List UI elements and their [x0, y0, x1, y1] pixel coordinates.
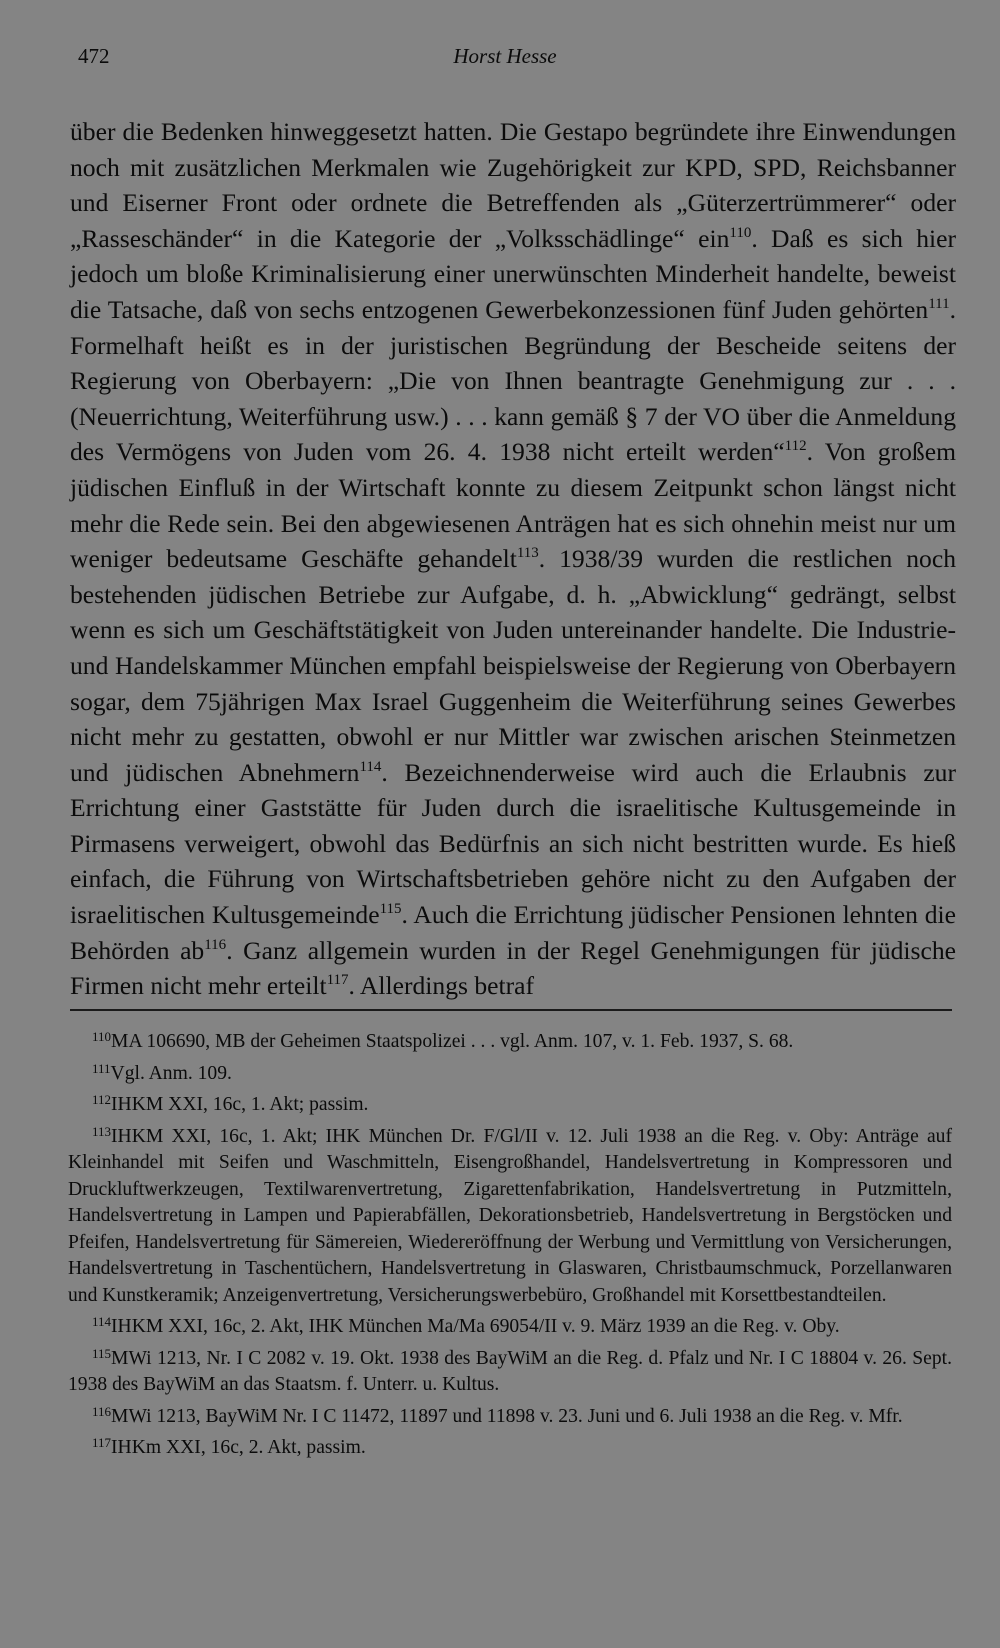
footnote-text: Vgl. Anm. 109. [110, 1062, 232, 1084]
page-header [78, 44, 952, 80]
footnote [68, 1056, 952, 1088]
footnote [68, 1087, 952, 1119]
footnote-number: 115 [92, 1345, 112, 1361]
footnote-number: 110 [92, 1029, 112, 1044]
footnote-number: 117 [92, 1435, 112, 1450]
footnote-text: IHKM XXI, 16c, 1. Akt; IHK München Dr. F/Gl/II v. 12. Juli 1938 an die Reg. v. Oby: Anträge auf Kleinhandel mit Seifen und Waschmitteln, Eisengroßhandel, Handelsvertretung in Kompressoren und Druckluftwerkzeugen, Textilwarenvertretung, Zigarettenfabrikation, Handelsvertretung in Putzmitteln, Handelsvertretung in Lampen und Papierabfällen, Dekorationsbetrieb, Handelsvertretung in Bergstöcken und Pfeifen, Handelsvertretung für Sämereien, Wiedereröffnung der Werbung und Vermittlung von Versicherungen, Handelsvertretung in Taschentüchern, Handelsvertretung in Glaswaren, Christbaumschmuck, Porzellanwaren und Kunstkeramik; Anzeigenvertretung, Versicherungswerbebüro, Großhandel mit Korsettbestandteilen. [68, 1125, 952, 1306]
footnote [68, 1341, 952, 1399]
footnote-text: IHKm XXI, 16c, 2. Akt, passim. [111, 1437, 366, 1458]
footnote [68, 1399, 952, 1431]
footnote-number: 112 [92, 1092, 112, 1107]
footnote-ref: 111 [928, 295, 950, 312]
body-text-segment: . Daß es sich hier jedoch um bloße Kriminalisierung einer unerwünschten Minderheit handelte, beweist die Tatsache, daß von sechs entzogenen Gewerbekonzessionen fünf Juden gehörten [70, 223, 956, 324]
footnote-number: 114 [92, 1314, 112, 1329]
running-head: Horst Hesse [453, 44, 557, 68]
footnote [68, 1119, 952, 1310]
footnote-divider [70, 1009, 952, 1011]
body-text-segment: . 1938/39 wurden die restlichen noch bestehenden jüdischen Betriebe zur Aufgabe, d. h. „Abwicklung“ gedrängt, selbst wenn es sich um Geschäftstätigkeit von Juden untereinander handelte. Die Industrie- und Handelskammer München empfahl beispielsweise der Regierung von Oberbayern sogar, dem 75jährigen Max Israel Guggenheim die Weiterführung seines Gewerbes nicht mehr zu gestatten, obwohl er nur Mittler war zwischen arischen Steinmetzen und jüdischen Abnehmern [70, 544, 957, 787]
footnote-text: MWi 1213, Nr. I C 2082 v. 19. Okt. 1938 des BayWiM an die Reg. d. Pfalz und Nr. I C 18804 v. 26. Sept. 1938 des BayWiM an das Staatsm. f. Unterr. u. Kultus. [68, 1347, 952, 1395]
footnote-ref: 112 [784, 438, 807, 455]
body-text-segment: . Formelhaft heißt es in der juristischen Begründung der Bescheide seitens der Regierung von Oberbayern: „Die von Ihnen beantragte Genehmigung zur . . . (Neuerrichtung, Weiterführung usw.) . . . kann gemäß § 7 der VO über die Anmeldung des Vermögens von Juden vom 26. 4. 1938 nicht erteilt werden“ [70, 294, 956, 467]
body-text [70, 114, 956, 1004]
footnote-number: 113 [92, 1123, 112, 1139]
footnote-text: MA 106690, MB der Geheimen Staatspolizei . . . vgl. Anm. 107, v. 1. Feb. 1937, S. 68. [111, 1031, 794, 1052]
body-paragraph [70, 114, 956, 1004]
footnote-ref: 113 [516, 545, 539, 562]
body-text-segment: . Allerdings betraf [348, 971, 535, 1001]
footnote-text: IHKM XXI, 16c, 2. Akt, IHK München Ma/Ma 69054/II v. 9. März 1939 an die Reg. v. Oby. [111, 1316, 840, 1337]
footnote-ref: 110 [729, 224, 752, 241]
body-text-segment: . Von großem jüdischen Einfluß in der Wirtschaft konnte zu diesem Zeitpunkt schon längst nicht mehr die Rede sein. Bei den abgewiesenen Anträgen hat es sich ohnehin meist nur um weniger bedeutsame Geschäfte gehandelt [70, 437, 956, 574]
footnote-text: IHKM XXI, 16c, 1. Akt; passim. [111, 1094, 369, 1115]
body-text-segment: über die Bedenken hinweggesetzt hatten. Die Gestapo begründete ihre Einwendungen noch mit zusätzlichen Merkmalen wie Zugehörigkeit zur KPD, SPD, Reichsbanner und Eiserner Front oder ordnete die Betreffenden als „Güterzertrümmerer“ oder „Rasseschänder“ in die Kategorie der „Volksschädlinge“ ein [70, 117, 956, 253]
footnote-ref: 116 [204, 936, 227, 953]
footnote-ref: 117 [326, 972, 349, 989]
footnote-ref: 114 [359, 758, 382, 775]
body-text-segment: . Ganz allgemein wurden in der Regel Genehmigungen für jüdische Firmen nicht mehr erteilt [70, 935, 956, 1001]
footnotes [68, 1024, 952, 1462]
footnote-number: 116 [92, 1403, 112, 1419]
body-text-segment: . Bezeichnenderweise wird auch die Erlaubnis zur Errichtung einer Gaststätte für Juden durch die israelitische Kultusgemeinde in Pirmasens verweigert, obwohl das Bedürfnis an sich nicht bestritten wurde. Es hieß einfach, die Führung von Wirtschaftsbetrieben gehöre nicht zu den Aufgaben der israelitischen Kultusgemeinde [70, 757, 957, 930]
footnote [68, 1024, 952, 1056]
body-text-segment: . Auch die Errichtung jüdischer Pensionen lehnten die Behörden ab [70, 900, 956, 965]
footnote [68, 1430, 952, 1462]
footnote-ref: 115 [379, 901, 402, 918]
footnote-text: MWi 1213, BayWiM Nr. I C 11472, 11897 und 11898 v. 23. Juni und 6. Juli 1938 an die Reg. v. Mfr. [111, 1405, 903, 1427]
page-number: 472 [78, 44, 110, 68]
footnote-number: 111 [92, 1060, 111, 1076]
footnote [68, 1309, 952, 1341]
